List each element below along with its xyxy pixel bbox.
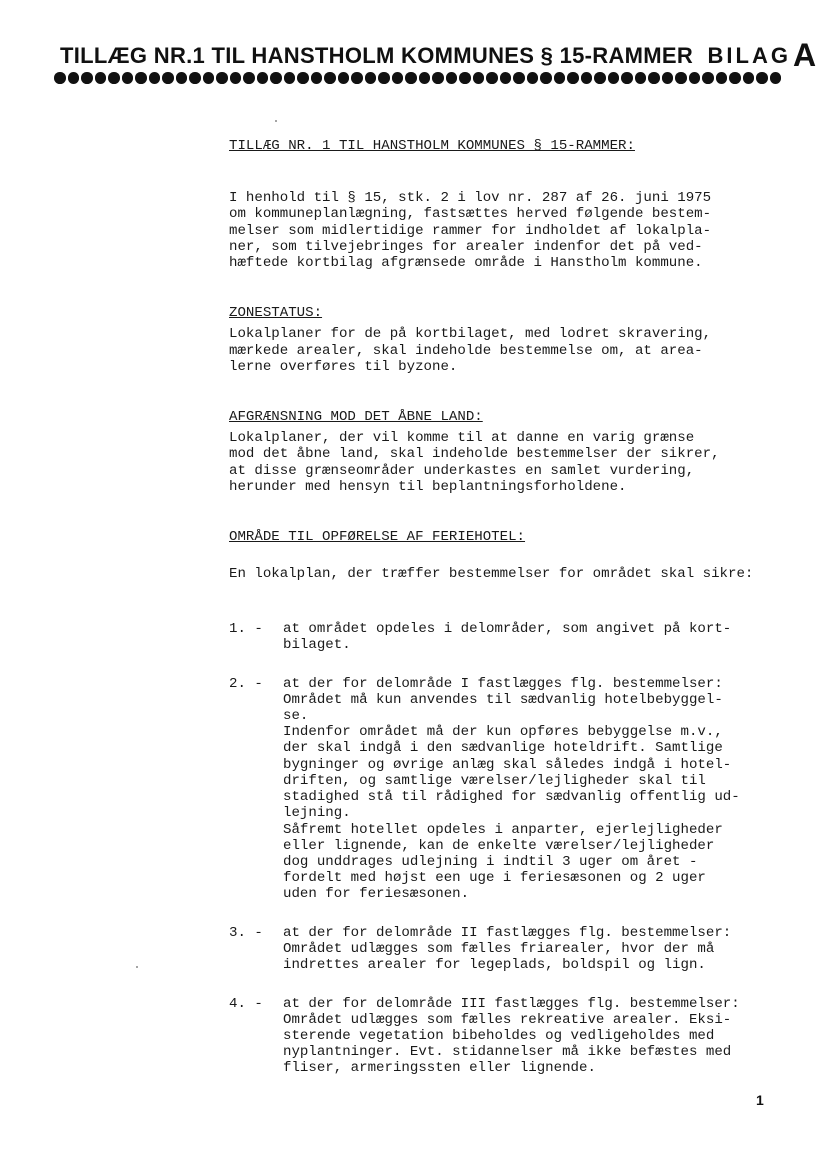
section-heading-afgraensning: AFGRÆNSNING MOD DET ÅBNE LAND: [229,409,483,426]
divider-dot [95,72,107,84]
divider-dot [392,72,404,84]
divider-dot [689,72,701,84]
divider-dot [608,72,620,84]
decorative-dot-divider [54,72,781,84]
divider-dot [230,72,242,84]
divider-dot [189,72,201,84]
divider-dot [68,72,80,84]
divider-dot [621,72,633,84]
divider-dot [324,72,336,84]
divider-dot [743,72,755,84]
document-title: TILLÆG NR. 1 TIL HANSTHOLM KOMMUNES § 15-RAMMER: [229,138,635,154]
divider-dot [149,72,161,84]
divider-dot [338,72,350,84]
divider-dot [311,72,323,84]
list-item [229,676,809,903]
list-item [229,925,809,974]
divider-dot [203,72,215,84]
divider-dot [122,72,134,84]
divider-dot [675,72,687,84]
document-body [229,138,809,1093]
divider-dot [635,72,647,84]
divider-dot [378,72,390,84]
list-item-text: at der for delområde I fastlægges flg. bestemmelser: Området må kun anvendes til sædvanlig hotelbebyggel- se. Indenfor området må der kun opføres bebyggelse m.v., der skal indgå i den sædvanlige hoteldrift. Samtlige bygninger og øvrige anlæg skal således indgå i hotel- driften, og samtlige værelser/lejligheder skal til stadighed stå til rådighed for sædvanlig offentlig ud- lejning. Såfremt hotellet opdeles i anparter, ejerlejligheder eller lignende, kan de enkelte værelser/lejligheder dog unddrages udlejning i indtil 3 uger om året - fordelt med højst een uge i feriesæsonen og 2 uger uden for feriesæsonen. [283,675,740,903]
hotel-section-intro: En lokalplan, der træffer bestemmelser for området skal sikre: [229,566,754,583]
divider-dot [756,72,768,84]
divider-dot [729,72,741,84]
divider-dot [473,72,485,84]
divider-dot [297,72,309,84]
section-body-zonestatus: Lokalplaner for de på kortbilaget, med lodret skravering, mærkede arealer, skal indeholde bestemmelse om, at area- lerne overføres til byzone. [229,326,712,375]
bilag-letter: A [792,37,817,73]
divider-dot [270,72,282,84]
divider-dot [432,72,444,84]
list-item-text: at området opdeles i delområder, som angivet på kort- bilaget. [283,621,732,654]
divider-dot [419,72,431,84]
divider-dot [54,72,66,84]
divider-dot [581,72,593,84]
intro-paragraph: I henhold til § 15, stk. 2 i lov nr. 287 af 26. juni 1975 om kommuneplanlægning, fastsættes herved følgende bestem- melser som midlertidige rammer for indholdet af lokalpla- ner, som tilvejebringes for arealer indenfor det på ved- hæftede kortbilag afgrænsede område i Hanstholm kommune. [229,190,712,272]
divider-dot [216,72,228,84]
list-item-number: 1. - [229,621,263,638]
divider-dot [257,72,269,84]
divider-dot [365,72,377,84]
divider-dot [513,72,525,84]
page-number: 1 [756,1092,764,1108]
list-item-number: 2. - [229,675,263,692]
divider-dot [540,72,552,84]
divider-dot [648,72,660,84]
divider-dot [135,72,147,84]
divider-dot [527,72,539,84]
scan-speck [275,120,277,122]
section-heading-feriehotel: OMRÅDE TIL OPFØRELSE AF FERIEHOTEL: [229,529,526,546]
divider-dot [716,72,728,84]
list-item [229,621,809,653]
divider-dot [243,72,255,84]
divider-dot [162,72,174,84]
divider-dot [594,72,606,84]
divider-dot [702,72,714,84]
list-item [229,996,809,1077]
section-heading-zonestatus: ZONESTATUS: [229,305,323,322]
divider-dot [486,72,498,84]
divider-dot [500,72,512,84]
divider-dot [459,72,471,84]
divider-dot [446,72,458,84]
divider-dot [284,72,296,84]
list-item-text: at der for delområde II fastlægges flg. bestemmelser: Området udlægges som fælles friarealer, hvor der må indrettes arealer for legeplads, boldspil og lign. [283,924,732,974]
divider-dot [405,72,417,84]
divider-dot [662,72,674,84]
header-title: TILLÆG NR.1 TIL HANSTHOLM KOMMUNES § 15-RAMMER [60,43,694,68]
scan-speck [136,966,138,968]
section-body-afgraensning: Lokalplaner, der vil komme til at danne en varig grænse mod det åbne land, skal indeholde bestemmelser der sikrer, at disse grænseområder underkastes en samlet vurdering, herunder med hensyn til beplantningsforholdene. [229,430,720,495]
list-item-number: 4. - [229,995,263,1012]
divider-dot [176,72,188,84]
bilag-label: BILAG [707,43,791,68]
divider-dot [567,72,579,84]
divider-dot [770,72,782,84]
divider-dot [351,72,363,84]
list-item-text: at der for delområde III fastlægges flg. bestemmelser: Området udlægges som fælles rekreative arealer. Eksi- sterende vegetation bibeholdes og vedligeholdes med nyplantninger. Evt. stidannelser må ikke befæstes med fliser, armeringssten eller lignende. [283,995,740,1077]
divider-dot [108,72,120,84]
page-header [60,34,816,71]
divider-dot [554,72,566,84]
hotel-section-content [229,550,809,1093]
divider-dot [81,72,93,84]
list-item-number: 3. - [229,924,263,941]
